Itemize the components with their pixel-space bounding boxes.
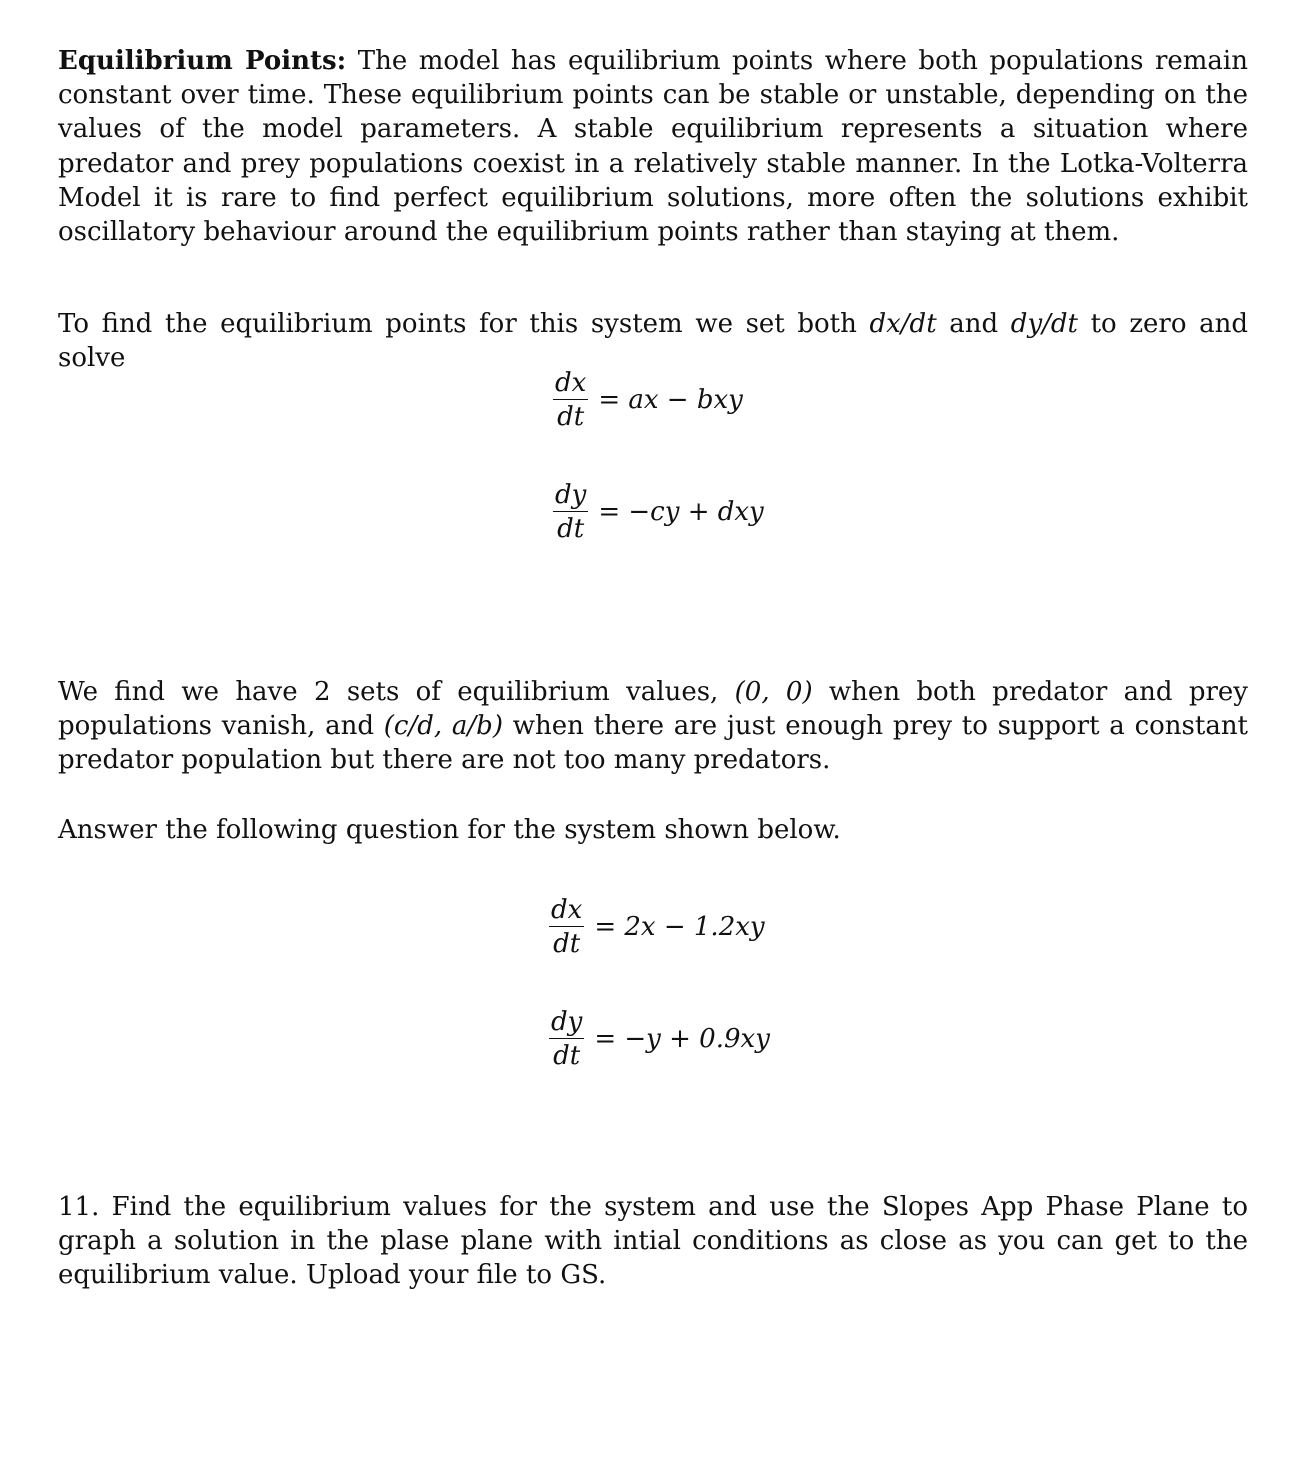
intro-heading: Equilibrium Points:	[58, 46, 347, 76]
general-dx-numerator: dx	[555, 367, 587, 398]
method-math-dx: dx/dt	[869, 309, 937, 339]
method-text-and: and	[936, 309, 1011, 339]
specific-dx-rhs: = 2x − 1.2xy	[594, 912, 765, 942]
general-equation-dx	[553, 364, 743, 436]
general-dy-rhs: = −cy + dxy	[598, 497, 764, 527]
specific-dx-denominator: dt	[553, 929, 581, 960]
specific-dx-fraction	[549, 895, 584, 959]
general-equation-dy	[553, 476, 764, 548]
result-math-origin: (0, 0)	[734, 677, 813, 707]
method-text-after: to zero and solve	[58, 309, 1248, 374]
general-dx-rhs: = ax − bxy	[598, 385, 743, 415]
prompt-text: Answer the following question for the system shown below.	[58, 815, 841, 845]
specific-dy-rhs: = −y + 0.9xy	[594, 1024, 770, 1054]
method-math-dy: dy/dt	[1010, 309, 1078, 339]
question-paragraph	[58, 1190, 1248, 1293]
question-text: 11. Find the equilibrium values for the system and use the Slopes App Phase Plane to graph a solution in the plase plane with intial conditions as close as you can get to the equilibrium value. Upload your file to GS.	[58, 1192, 1248, 1291]
specific-equation-dy	[549, 1003, 770, 1075]
general-dy-numerator: dy	[555, 479, 587, 510]
specific-dy-numerator: dy	[551, 1006, 583, 1037]
fraction-bar	[553, 511, 588, 512]
fraction-bar	[553, 399, 588, 400]
specific-dx-numerator: dx	[551, 894, 583, 925]
prompt-paragraph	[58, 813, 1248, 847]
result-text-3: when there are just enough prey to support a constant predator population but there are not too many predators.	[58, 711, 1249, 776]
result-math-coexist: (c/d, a/b)	[383, 711, 503, 742]
specific-equation-dx	[549, 891, 765, 963]
result-text-2: when both predator and prey populations vanish, and	[58, 677, 1248, 742]
intro-paragraph	[58, 44, 1248, 249]
general-dy-denominator: dt	[557, 514, 585, 545]
method-text-before: To find the equilibrium points for this system we set both	[58, 309, 870, 339]
result-text-1: We find we have 2 sets of equilibrium values,	[58, 677, 735, 707]
result-paragraph	[58, 675, 1248, 778]
intro-text: The model has equilibrium points where both populations remain constant over time. These equilibrium points can be stable or unstable, depending on the values of the model parameters. A stable equilibrium represents a situation where predator and prey populations coexist in a relatively stable manner. In the Lotka-Volterra Model it is rare to find perfect equilibrium solutions, more often the solutions exhibit oscillatory behaviour around the equilibrium points rather than staying at them.	[58, 46, 1248, 248]
fraction-bar	[549, 1038, 584, 1039]
fraction-bar	[549, 926, 584, 927]
specific-dy-denominator: dt	[553, 1041, 581, 1072]
general-dx-denominator: dt	[557, 402, 585, 433]
general-dx-fraction	[553, 368, 588, 432]
specific-dy-fraction	[549, 1007, 584, 1071]
general-dy-fraction	[553, 480, 588, 544]
